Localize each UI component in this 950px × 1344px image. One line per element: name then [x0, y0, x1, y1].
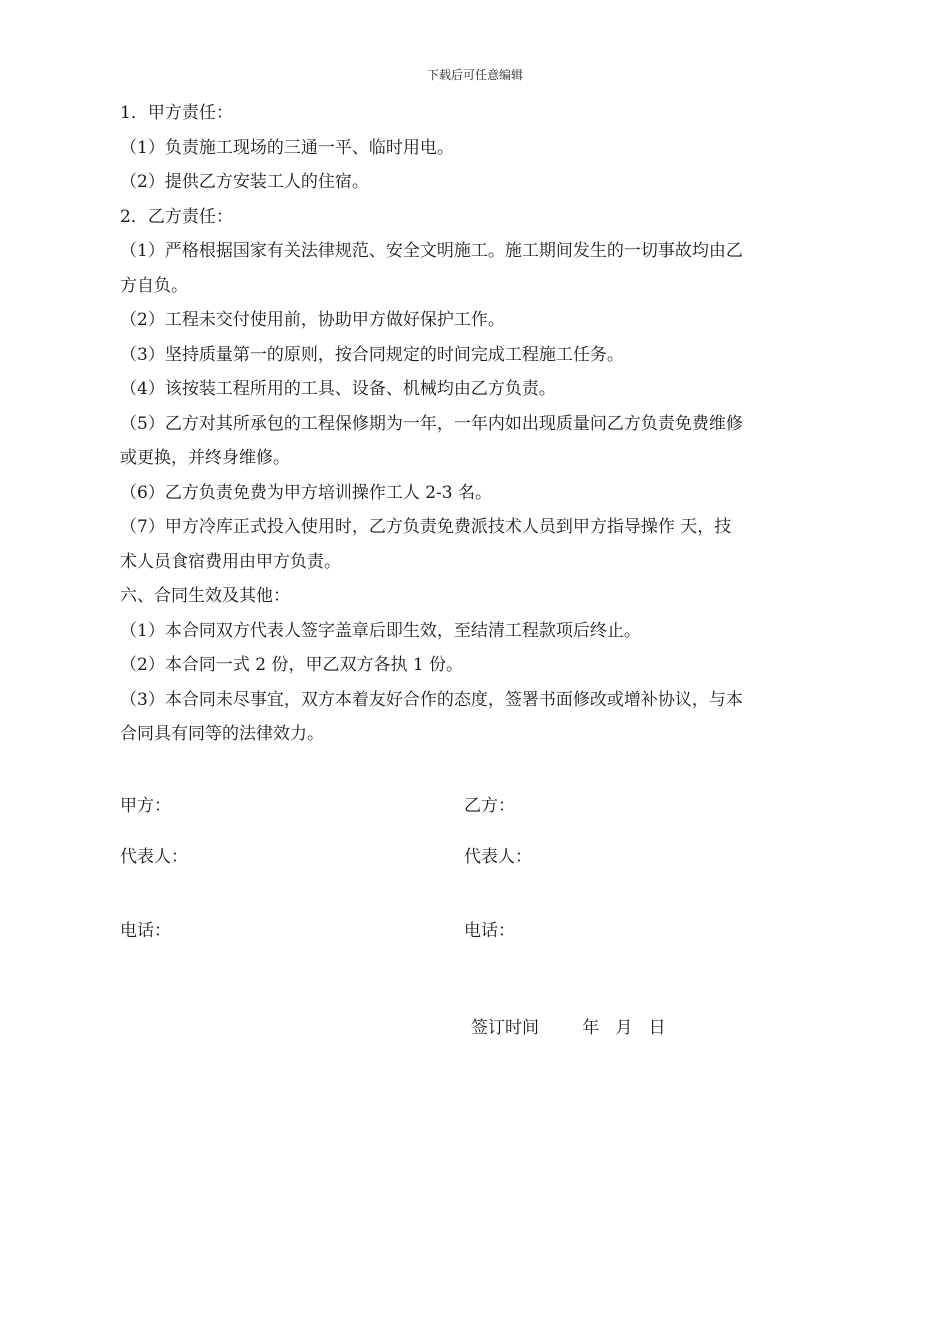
clause-line: （3）本合同未尽事宜，双方本着友好合作的态度，签署书面修改或增补协议，与本: [120, 689, 743, 710]
clause-line: （2）提供乙方安装工人的住宿。: [120, 172, 369, 192]
clause-line: （1）负责施工现场的三通一平、临时用电。: [120, 137, 454, 158]
header-note: 下载后可任意编辑: [426, 68, 523, 82]
clause-line: （4）该按装工程所用的工具、设备、机械均由乙方负责。: [120, 379, 556, 399]
party-b-label: 乙方：: [464, 796, 515, 816]
signing-date: 签订时间 年 月 日: [471, 1018, 666, 1038]
clause-line: 方自负。: [120, 275, 188, 296]
clause-line: （1）严格根据国家有关法律规范、安全文明施工。施工期间发生的一切事故均由乙: [120, 241, 743, 261]
clause-line: （3）坚持质量第一的原则，按合同规定的时间完成工程施工任务。: [120, 344, 624, 365]
clause-line: （1）本合同双方代表人签字盖章后即生效，至结清工程款项后终止。: [120, 620, 641, 641]
clause-line: （7）甲方冷库正式投入使用时，乙方负责免费派技术人员到甲方指导操作 天，技: [120, 517, 732, 537]
clause-line: 或更换，并终身维修。: [120, 448, 290, 468]
party-b-phone: 电话：: [464, 921, 515, 941]
clause-line: （6）乙方负责免费为甲方培训操作工人 2-3 名。: [120, 482, 492, 503]
section-heading-effect: 六、合同生效及其他：: [120, 586, 290, 606]
clause-line: 合同具有同等的法律效力。: [120, 724, 324, 744]
contract-body: [120, 96, 830, 752]
party-a-phone: 电话：: [120, 921, 171, 941]
party-b-representative: 代表人：: [464, 847, 532, 867]
section-heading-party-b: 2．乙方责任：: [120, 206, 233, 227]
party-a-representative: 代表人：: [120, 847, 188, 867]
clause-line: 术人员食宿费用由甲方负责。: [120, 551, 341, 572]
section-heading-party-a: 1．甲方责任：: [120, 103, 233, 123]
clause-line: （5）乙方对其所承包的工程保修期为一年，一年内如出现质量问乙方负责免费维修: [120, 413, 743, 434]
clause-line: （2）本合同一式 2 份，甲乙双方各执 1 份。: [120, 655, 464, 675]
party-a-label: 甲方：: [120, 796, 171, 816]
clause-line: （2）工程未交付使用前，协助甲方做好保护工作。: [120, 310, 505, 330]
